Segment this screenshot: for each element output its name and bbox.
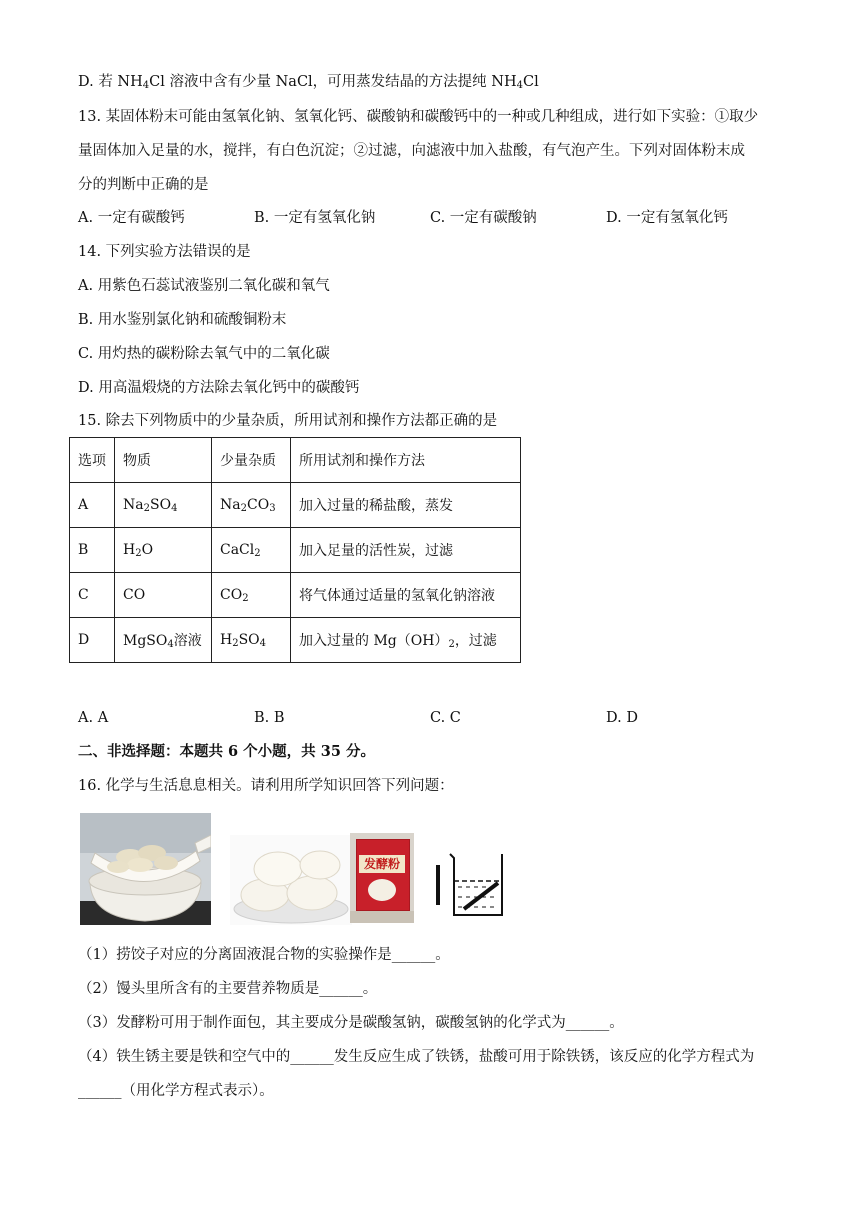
header-substance: 物质 [115, 438, 212, 483]
row-substance: $H_2O$ [115, 528, 212, 573]
q16-part2: （2）馒头里所含有的主要营养物质是______。 [78, 981, 378, 997]
q15-table [69, 437, 521, 663]
q12-option-d: D. 若 $NH_4Cl$ 溶液中含有少量 NaCl，可用蒸发结晶的方法提纯 $NH_4Cl$ [78, 74, 539, 91]
q13-stem-line1: 13. 某固体粉末可能由氢氧化钠、氢氧化钙、碳酸钠和碳酸钙中的一种或几种组成，进行如下实验：①取少 [78, 109, 759, 125]
row-method: 加入过量的稀盐酸，蒸发 [291, 483, 521, 528]
q16-stem: 16. 化学与生活息息相关。请利用所学知识回答下列问题： [78, 778, 454, 794]
row-option: C [70, 573, 115, 618]
q15-stem: 15. 除去下列物质中的少量杂质，所用试剂和操作方法都正确的是 [78, 413, 498, 429]
steamed-buns-image [230, 835, 352, 925]
q16-part1: （1）捞饺子对应的分离固液混合物的实验操作是______。 [78, 947, 450, 963]
row-method: 加入过量的 $Mg(OH)_2$，过滤 [291, 618, 521, 663]
row-method: 加入足量的活性炭，过滤 [291, 528, 521, 573]
table-row [70, 573, 521, 618]
q16-part4-cont: ______（用化学方程式表示）。 [78, 1083, 274, 1099]
q15-option-b: B. B [254, 710, 285, 726]
bag-label: 发酵粉 [363, 857, 400, 871]
row-impurity: $CO_2$ [212, 573, 291, 618]
q15-option-a: A. A [78, 710, 109, 726]
q15-option-d: D. D [606, 710, 638, 726]
row-option: B [70, 528, 115, 573]
row-substance: MgSO$_4$溶液 [115, 618, 212, 663]
row-impurity: $Na_2CO_3$ [212, 483, 291, 528]
q13-stem-line3: 分的判断中正确的是 [78, 177, 209, 193]
q13-option-a: A. 一定有碳酸钙 [78, 210, 185, 226]
table-row [70, 618, 521, 663]
row-impurity: CaCl$_2$ [212, 528, 291, 573]
baking-powder-bag-image [350, 833, 414, 923]
q15-option-c: C. C [430, 710, 461, 726]
row-option: D [70, 618, 115, 663]
q13-option-b: B. 一定有氢氧化钠 [254, 210, 376, 226]
row-impurity: $H_2SO_4$ [212, 618, 291, 663]
q13-option-d: D. 一定有氢氧化钙 [606, 210, 728, 226]
q14-option-d: D. 用高温煅烧的方法除去氧化钙中的碳酸钙 [78, 380, 360, 396]
row-substance: CO [115, 573, 212, 618]
beaker-icon [432, 851, 506, 917]
header-method: 所用试剂和操作方法 [291, 438, 521, 483]
q13-option-c: C. 一定有碳酸钠 [430, 210, 537, 226]
q14-stem: 14. 下列实验方法错误的是 [78, 244, 251, 260]
header-option: 选项 [70, 438, 115, 483]
dumplings-image [80, 813, 211, 925]
table-row [70, 483, 521, 528]
table-row [70, 528, 521, 573]
q14-option-c: C. 用灼热的碳粉除去氧气中的二氧化碳 [78, 346, 330, 362]
q14-option-b: B. 用水鉴别氯化钠和硫酸铜粉末 [78, 312, 287, 328]
q13-stem-line2: 量固体加入足量的水，搅拌，有白色沉淀；②过滤，向滤液中加入盐酸，有气泡产生。下列对固体粉末成 [78, 143, 745, 159]
row-option: A [70, 483, 115, 528]
table-header-row [70, 438, 521, 483]
row-substance: $Na_2SO_4$ [115, 483, 212, 528]
section-title: 二、非选择题：本题共 6 个小题，共 35 分。 [78, 743, 375, 760]
row-method: 将气体通过适量的氢氧化钠溶液 [291, 573, 521, 618]
q16-part4: （4）铁生锈主要是铁和空气中的______发生反应生成了铁锈，盐酸可用于除铁锈，该反应的化学方程式为 [78, 1049, 755, 1065]
q16-part3: （3）发酵粉可用于制作面包，其主要成分是碳酸氢钠，碳酸氢钠的化学式为______。 [78, 1015, 624, 1031]
q14-option-a: A. 用紫色石蕊试液鉴别二氧化碳和氧气 [78, 278, 330, 294]
header-impurity: 少量杂质 [212, 438, 291, 483]
